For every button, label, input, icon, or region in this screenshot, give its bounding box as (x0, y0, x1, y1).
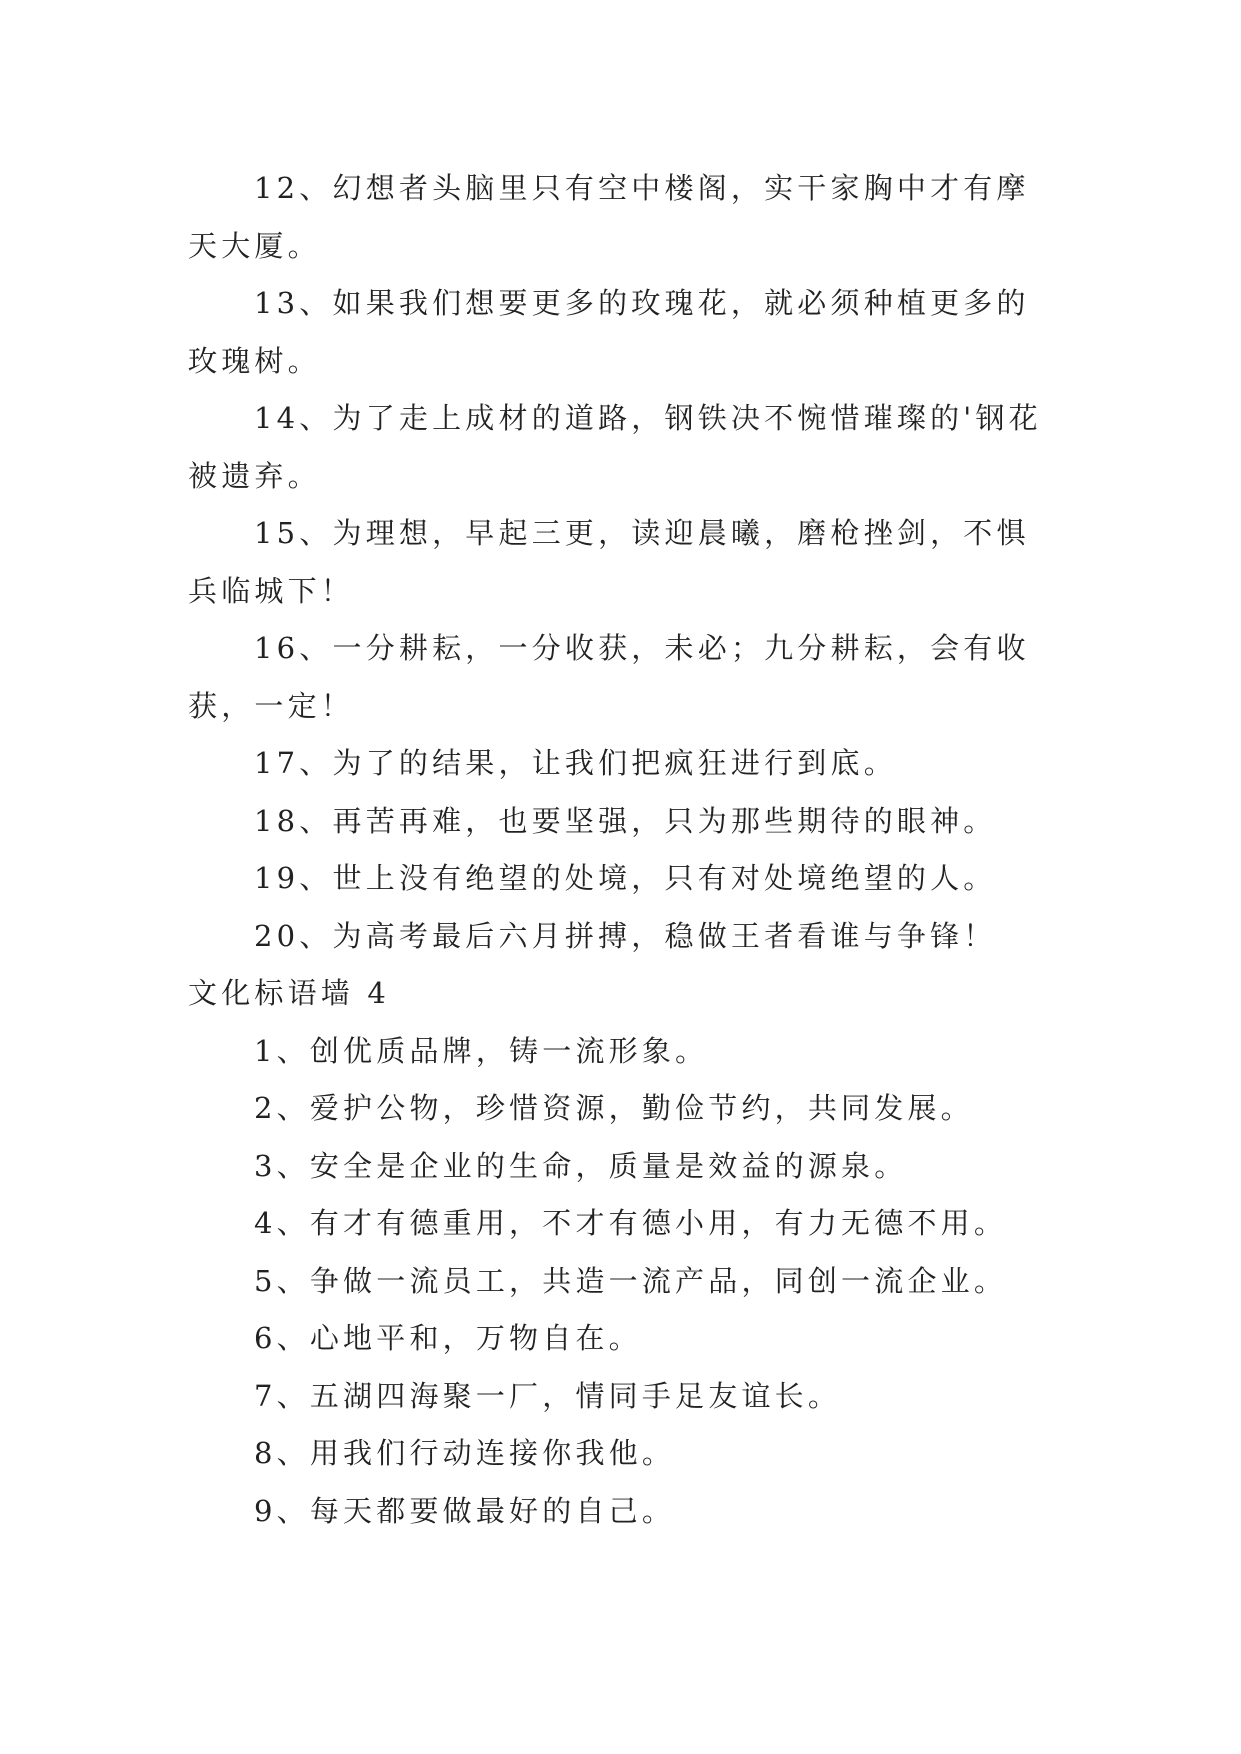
slogan-paragraph: 17、为了的结果，让我们把疯狂进行到底。 (254, 746, 897, 780)
slogan-paragraph: 1、创优质品牌，铸一流形象。 (254, 1033, 709, 1068)
document-body (188, 160, 1056, 1540)
slogan-paragraph: 18、再苦再难，也要坚强，只为那些期待的眼神。 (254, 803, 997, 838)
slogan-paragraph: 5、争做一流员工，共造一流产品，同创一流企业。 (254, 1263, 1008, 1298)
section-heading: 文化标语墙 4 (188, 976, 391, 1010)
slogan-paragraph: 7、五湖四海聚一厂，情同手足友谊长。 (254, 1378, 842, 1413)
slogan-paragraph: 9、每天都要做最好的自己。 (254, 1493, 676, 1528)
slogan-paragraph: 2、爱护公物，珍惜资源，勤俭节约，共同发展。 (254, 1091, 974, 1125)
slogan-paragraph: 19、世上没有绝望的处境，只有对处境绝望的人。 (254, 861, 997, 895)
slogan-paragraph: 8、用我们行动连接你我他。 (254, 1436, 676, 1470)
slogan-paragraph: 13、如果我们想要更多的玫瑰花，就必须种植更多的玫瑰树。 (188, 286, 1030, 378)
slogan-paragraph: 6、心地平和，万物自在。 (254, 1321, 642, 1355)
slogan-paragraph: 14、为了走上成材的道路，钢铁决不惋惜璀璨的'钢花被遗弃。 (188, 401, 1042, 493)
slogan-paragraph: 12、幻想者头脑里只有空中楼阁，实干家胸中才有摩天大厦。 (188, 171, 1030, 263)
slogan-paragraph: 15、为理想，早起三更，读迎晨曦，磨枪挫剑，不惧兵临城下！ (188, 516, 1030, 608)
slogan-paragraph: 20、为高考最后六月拼搏，稳做王者看谁与争锋！ (254, 918, 997, 953)
slogan-paragraph: 3、安全是企业的生命，质量是效益的源泉。 (254, 1148, 908, 1183)
slogan-paragraph: 4、有才有德重用，不才有德小用，有力无德不用。 (254, 1206, 1008, 1240)
slogan-paragraph: 16、一分耕耘，一分收获，未必；九分耕耘，会有收获，一定！ (188, 631, 1030, 723)
